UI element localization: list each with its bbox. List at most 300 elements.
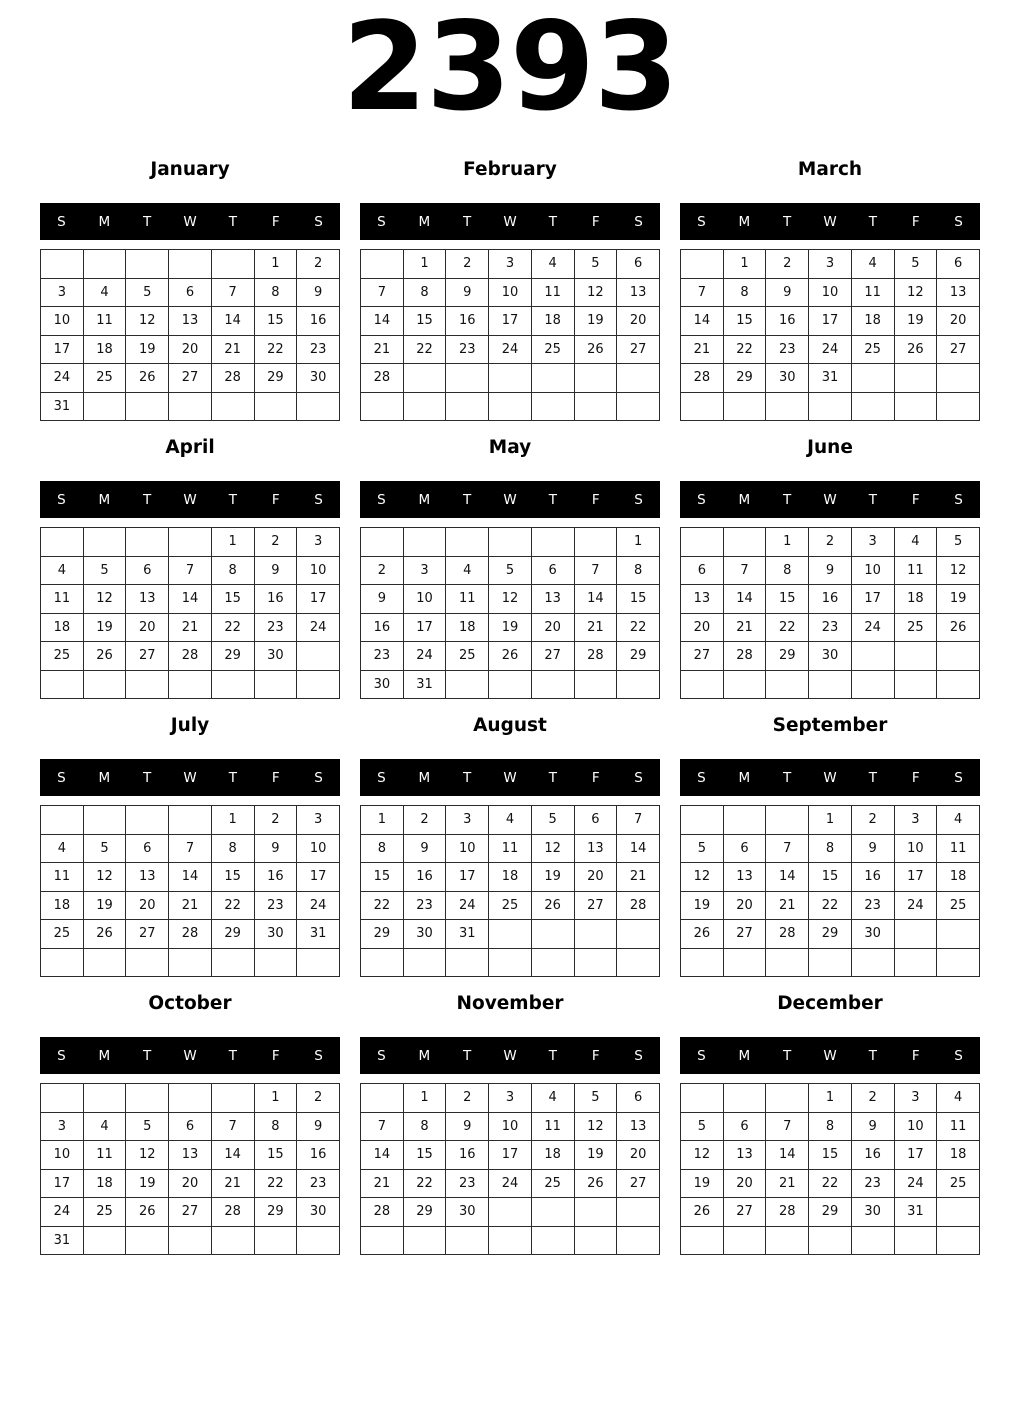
day-cell: 9 bbox=[361, 585, 404, 614]
day-cell: 27 bbox=[126, 920, 169, 949]
day-cell: 5 bbox=[531, 806, 574, 835]
day-cell: 27 bbox=[723, 920, 766, 949]
day-cell: 20 bbox=[617, 1141, 660, 1170]
day-cell: 6 bbox=[723, 1112, 766, 1141]
day-cell: 19 bbox=[681, 1169, 724, 1198]
month-block bbox=[360, 714, 660, 977]
week-row bbox=[361, 806, 660, 835]
day-cell: 9 bbox=[297, 278, 340, 307]
day-cell: 30 bbox=[254, 642, 297, 671]
day-cell: 22 bbox=[211, 891, 254, 920]
day-cell bbox=[297, 948, 340, 977]
day-cell: 4 bbox=[937, 1084, 980, 1113]
day-cell: 24 bbox=[41, 1198, 84, 1227]
day-cell: 11 bbox=[531, 278, 574, 307]
day-cell: 18 bbox=[937, 1141, 980, 1170]
day-cell: 5 bbox=[574, 250, 617, 279]
month-title: March bbox=[797, 159, 863, 180]
day-cell: 3 bbox=[894, 806, 937, 835]
day-cell: 23 bbox=[766, 335, 809, 364]
week-row bbox=[41, 863, 340, 892]
weekday-label: W bbox=[183, 491, 197, 508]
day-cell: 21 bbox=[723, 613, 766, 642]
day-cell: 7 bbox=[211, 278, 254, 307]
week-row bbox=[681, 585, 980, 614]
week-row bbox=[41, 1226, 340, 1255]
day-cell bbox=[617, 1198, 660, 1227]
day-cell bbox=[83, 948, 126, 977]
week-row bbox=[361, 613, 660, 642]
weekday-header bbox=[40, 203, 340, 240]
day-cell: 24 bbox=[894, 1169, 937, 1198]
day-cell: 18 bbox=[41, 613, 84, 642]
day-cell bbox=[617, 948, 660, 977]
day-cell: 15 bbox=[766, 585, 809, 614]
weekday-label: T bbox=[868, 769, 877, 786]
month-title: October bbox=[148, 993, 232, 1014]
day-cell: 11 bbox=[446, 585, 489, 614]
week-row bbox=[361, 1112, 660, 1141]
day-cell bbox=[403, 1226, 446, 1255]
day-cell bbox=[851, 670, 894, 699]
day-cell: 15 bbox=[254, 1141, 297, 1170]
day-cell bbox=[937, 670, 980, 699]
day-cell: 22 bbox=[254, 335, 297, 364]
weekday-label: W bbox=[183, 1047, 197, 1064]
day-cell: 21 bbox=[169, 613, 212, 642]
day-cell: 16 bbox=[403, 863, 446, 892]
day-cell: 18 bbox=[446, 613, 489, 642]
day-cell: 21 bbox=[617, 863, 660, 892]
day-cell bbox=[531, 528, 574, 557]
day-cell bbox=[297, 1226, 340, 1255]
day-cell bbox=[489, 1198, 532, 1227]
day-cell: 9 bbox=[851, 1112, 894, 1141]
day-cell: 4 bbox=[446, 556, 489, 585]
week-row bbox=[681, 642, 980, 671]
month-block bbox=[360, 158, 660, 421]
day-cell: 22 bbox=[403, 335, 446, 364]
day-cell: 30 bbox=[851, 1198, 894, 1227]
month-days-table bbox=[360, 805, 660, 977]
weekday-label: S bbox=[377, 769, 386, 786]
day-cell: 14 bbox=[766, 1141, 809, 1170]
day-cell: 12 bbox=[489, 585, 532, 614]
week-row bbox=[41, 834, 340, 863]
day-cell bbox=[489, 670, 532, 699]
day-cell bbox=[489, 392, 532, 421]
day-cell: 20 bbox=[681, 613, 724, 642]
day-cell: 15 bbox=[211, 863, 254, 892]
day-cell: 14 bbox=[211, 307, 254, 336]
day-cell: 15 bbox=[361, 863, 404, 892]
day-cell: 16 bbox=[446, 307, 489, 336]
day-cell: 19 bbox=[489, 613, 532, 642]
day-cell bbox=[531, 364, 574, 393]
day-cell: 4 bbox=[894, 528, 937, 557]
day-cell: 29 bbox=[211, 920, 254, 949]
day-cell: 10 bbox=[446, 834, 489, 863]
week-row bbox=[361, 834, 660, 863]
day-cell: 29 bbox=[723, 364, 766, 393]
week-row bbox=[41, 891, 340, 920]
day-cell bbox=[83, 250, 126, 279]
week-row bbox=[681, 392, 980, 421]
weekday-label: F bbox=[911, 213, 920, 230]
day-cell bbox=[41, 948, 84, 977]
day-cell: 8 bbox=[254, 1112, 297, 1141]
day-cell: 7 bbox=[361, 1112, 404, 1141]
weekday-label: M bbox=[418, 213, 431, 230]
week-row bbox=[41, 278, 340, 307]
week-row bbox=[41, 307, 340, 336]
day-cell: 17 bbox=[297, 863, 340, 892]
weekday-header bbox=[40, 481, 340, 518]
day-cell: 14 bbox=[766, 863, 809, 892]
month-title: June bbox=[807, 437, 853, 458]
week-row bbox=[41, 250, 340, 279]
day-cell bbox=[809, 392, 852, 421]
week-row bbox=[361, 278, 660, 307]
day-cell: 4 bbox=[83, 1112, 126, 1141]
day-cell: 12 bbox=[531, 834, 574, 863]
day-cell: 25 bbox=[83, 1198, 126, 1227]
day-cell: 10 bbox=[489, 278, 532, 307]
day-cell: 28 bbox=[617, 891, 660, 920]
day-cell: 28 bbox=[723, 642, 766, 671]
day-cell: 13 bbox=[574, 834, 617, 863]
day-cell: 26 bbox=[681, 1198, 724, 1227]
day-cell bbox=[41, 250, 84, 279]
week-row bbox=[361, 1226, 660, 1255]
month-title: July bbox=[170, 715, 210, 736]
day-cell: 8 bbox=[403, 278, 446, 307]
day-cell bbox=[723, 670, 766, 699]
day-cell bbox=[41, 806, 84, 835]
day-cell: 9 bbox=[403, 834, 446, 863]
day-cell: 26 bbox=[126, 364, 169, 393]
weekday-header bbox=[680, 1037, 980, 1074]
day-cell: 13 bbox=[126, 585, 169, 614]
week-row bbox=[681, 1226, 980, 1255]
day-cell: 3 bbox=[403, 556, 446, 585]
week-row bbox=[41, 392, 340, 421]
day-cell bbox=[361, 392, 404, 421]
day-cell: 28 bbox=[361, 1198, 404, 1227]
day-cell: 13 bbox=[681, 585, 724, 614]
weekday-label: M bbox=[738, 491, 751, 508]
day-cell: 8 bbox=[809, 1112, 852, 1141]
day-cell: 24 bbox=[489, 1169, 532, 1198]
day-cell: 31 bbox=[809, 364, 852, 393]
day-cell: 3 bbox=[41, 1112, 84, 1141]
weekday-label: T bbox=[868, 213, 877, 230]
day-cell: 5 bbox=[126, 1112, 169, 1141]
week-row bbox=[41, 806, 340, 835]
day-cell: 11 bbox=[41, 585, 84, 614]
weekday-label: T bbox=[463, 213, 472, 230]
day-cell: 28 bbox=[361, 364, 404, 393]
weekday-label: F bbox=[271, 1047, 280, 1064]
day-cell: 2 bbox=[403, 806, 446, 835]
day-cell: 21 bbox=[766, 1169, 809, 1198]
day-cell: 12 bbox=[83, 863, 126, 892]
day-cell bbox=[211, 250, 254, 279]
month-block bbox=[680, 158, 980, 421]
day-cell: 7 bbox=[617, 806, 660, 835]
day-cell: 2 bbox=[297, 1084, 340, 1113]
day-cell: 17 bbox=[41, 335, 84, 364]
day-cell: 23 bbox=[297, 1169, 340, 1198]
day-cell bbox=[574, 392, 617, 421]
day-cell: 26 bbox=[126, 1198, 169, 1227]
day-cell: 17 bbox=[851, 585, 894, 614]
weekday-label: M bbox=[738, 213, 751, 230]
day-cell: 10 bbox=[297, 834, 340, 863]
weekday-header bbox=[40, 759, 340, 796]
day-cell: 8 bbox=[361, 834, 404, 863]
weekday-label: S bbox=[954, 1047, 963, 1064]
day-cell bbox=[211, 1226, 254, 1255]
day-cell bbox=[894, 670, 937, 699]
day-cell: 16 bbox=[809, 585, 852, 614]
weekday-label: S bbox=[377, 1047, 386, 1064]
day-cell: 4 bbox=[41, 556, 84, 585]
day-cell: 26 bbox=[681, 920, 724, 949]
month-days-table bbox=[40, 805, 340, 977]
month-block bbox=[680, 436, 980, 699]
day-cell: 23 bbox=[446, 1169, 489, 1198]
day-cell bbox=[681, 948, 724, 977]
day-cell bbox=[766, 948, 809, 977]
day-cell bbox=[937, 920, 980, 949]
day-cell bbox=[254, 948, 297, 977]
week-row bbox=[41, 642, 340, 671]
day-cell: 9 bbox=[254, 556, 297, 585]
day-cell bbox=[574, 948, 617, 977]
day-cell: 24 bbox=[894, 891, 937, 920]
day-cell: 22 bbox=[211, 613, 254, 642]
day-cell: 24 bbox=[489, 335, 532, 364]
week-row bbox=[681, 556, 980, 585]
weekday-label: F bbox=[591, 1047, 600, 1064]
day-cell bbox=[446, 528, 489, 557]
day-cell bbox=[531, 1226, 574, 1255]
day-cell: 10 bbox=[41, 1141, 84, 1170]
day-cell: 5 bbox=[83, 556, 126, 585]
day-cell: 15 bbox=[809, 1141, 852, 1170]
week-row bbox=[681, 834, 980, 863]
weekday-label: W bbox=[503, 769, 517, 786]
weekday-label: F bbox=[591, 769, 600, 786]
day-cell: 24 bbox=[297, 613, 340, 642]
day-cell: 19 bbox=[126, 335, 169, 364]
week-row bbox=[361, 1169, 660, 1198]
day-cell: 16 bbox=[446, 1141, 489, 1170]
day-cell: 13 bbox=[169, 1141, 212, 1170]
weekday-label: S bbox=[634, 491, 643, 508]
day-cell: 19 bbox=[531, 863, 574, 892]
day-cell: 12 bbox=[681, 1141, 724, 1170]
day-cell bbox=[617, 920, 660, 949]
weekday-label: T bbox=[228, 769, 237, 786]
day-cell: 18 bbox=[851, 307, 894, 336]
day-cell: 15 bbox=[254, 307, 297, 336]
day-cell bbox=[723, 1226, 766, 1255]
day-cell: 9 bbox=[297, 1112, 340, 1141]
week-row bbox=[361, 364, 660, 393]
day-cell: 1 bbox=[809, 1084, 852, 1113]
day-cell bbox=[937, 1198, 980, 1227]
weekday-label: W bbox=[503, 213, 517, 230]
day-cell: 24 bbox=[41, 364, 84, 393]
day-cell: 14 bbox=[361, 307, 404, 336]
day-cell: 27 bbox=[531, 642, 574, 671]
day-cell bbox=[681, 1084, 724, 1113]
week-row bbox=[361, 891, 660, 920]
day-cell: 11 bbox=[531, 1112, 574, 1141]
week-row bbox=[41, 1169, 340, 1198]
day-cell: 2 bbox=[254, 806, 297, 835]
day-cell: 18 bbox=[83, 335, 126, 364]
month-block bbox=[40, 992, 340, 1255]
month-days-table bbox=[40, 1083, 340, 1255]
day-cell: 22 bbox=[723, 335, 766, 364]
weekday-label: T bbox=[463, 769, 472, 786]
day-cell: 14 bbox=[723, 585, 766, 614]
weekday-label: S bbox=[634, 213, 643, 230]
day-cell: 4 bbox=[851, 250, 894, 279]
day-cell: 8 bbox=[723, 278, 766, 307]
day-cell: 27 bbox=[126, 642, 169, 671]
day-cell: 14 bbox=[361, 1141, 404, 1170]
day-cell: 18 bbox=[41, 891, 84, 920]
month-days-table bbox=[680, 1083, 980, 1255]
day-cell: 14 bbox=[681, 307, 724, 336]
day-cell: 5 bbox=[937, 528, 980, 557]
day-cell bbox=[297, 642, 340, 671]
day-cell: 23 bbox=[403, 891, 446, 920]
week-row bbox=[361, 307, 660, 336]
day-cell: 28 bbox=[211, 1198, 254, 1227]
week-row bbox=[681, 364, 980, 393]
day-cell: 18 bbox=[531, 1141, 574, 1170]
day-cell bbox=[617, 670, 660, 699]
day-cell: 13 bbox=[169, 307, 212, 336]
month-days-table bbox=[360, 249, 660, 421]
day-cell bbox=[851, 1226, 894, 1255]
weekday-label: T bbox=[868, 1047, 877, 1064]
day-cell: 14 bbox=[169, 863, 212, 892]
weekday-label: S bbox=[314, 491, 323, 508]
weekday-label: S bbox=[377, 213, 386, 230]
month-days-table bbox=[680, 805, 980, 977]
week-row bbox=[361, 585, 660, 614]
day-cell: 20 bbox=[126, 613, 169, 642]
day-cell: 1 bbox=[766, 528, 809, 557]
day-cell: 12 bbox=[574, 1112, 617, 1141]
day-cell: 26 bbox=[83, 920, 126, 949]
day-cell bbox=[446, 1226, 489, 1255]
weekday-label: M bbox=[738, 1047, 751, 1064]
day-cell: 13 bbox=[617, 1112, 660, 1141]
day-cell: 27 bbox=[617, 335, 660, 364]
day-cell: 17 bbox=[489, 307, 532, 336]
day-cell: 3 bbox=[851, 528, 894, 557]
day-cell: 8 bbox=[617, 556, 660, 585]
month-title: February bbox=[463, 159, 557, 180]
week-row bbox=[41, 920, 340, 949]
day-cell bbox=[297, 392, 340, 421]
day-cell bbox=[126, 948, 169, 977]
week-row bbox=[41, 1141, 340, 1170]
weekday-label: S bbox=[57, 213, 66, 230]
day-cell bbox=[681, 392, 724, 421]
day-cell: 29 bbox=[403, 1198, 446, 1227]
week-row bbox=[41, 364, 340, 393]
day-cell: 2 bbox=[766, 250, 809, 279]
day-cell: 9 bbox=[254, 834, 297, 863]
day-cell: 17 bbox=[894, 863, 937, 892]
day-cell: 30 bbox=[361, 670, 404, 699]
day-cell: 1 bbox=[403, 1084, 446, 1113]
day-cell: 12 bbox=[83, 585, 126, 614]
day-cell bbox=[41, 1084, 84, 1113]
day-cell: 20 bbox=[126, 891, 169, 920]
day-cell bbox=[809, 670, 852, 699]
day-cell: 29 bbox=[361, 920, 404, 949]
weekday-label: F bbox=[591, 213, 600, 230]
day-cell: 23 bbox=[254, 891, 297, 920]
day-cell bbox=[254, 1226, 297, 1255]
day-cell: 22 bbox=[403, 1169, 446, 1198]
day-cell: 25 bbox=[41, 920, 84, 949]
day-cell: 21 bbox=[211, 335, 254, 364]
day-cell bbox=[211, 1084, 254, 1113]
day-cell: 15 bbox=[403, 1141, 446, 1170]
day-cell: 13 bbox=[723, 863, 766, 892]
day-cell: 16 bbox=[766, 307, 809, 336]
day-cell: 19 bbox=[574, 307, 617, 336]
week-row bbox=[41, 1112, 340, 1141]
day-cell: 20 bbox=[574, 863, 617, 892]
day-cell: 28 bbox=[211, 364, 254, 393]
week-row bbox=[681, 528, 980, 557]
week-row bbox=[361, 642, 660, 671]
day-cell: 19 bbox=[83, 613, 126, 642]
day-cell bbox=[403, 364, 446, 393]
day-cell: 6 bbox=[126, 556, 169, 585]
day-cell: 24 bbox=[446, 891, 489, 920]
day-cell bbox=[937, 1226, 980, 1255]
day-cell: 28 bbox=[766, 1198, 809, 1227]
day-cell: 19 bbox=[83, 891, 126, 920]
day-cell bbox=[489, 920, 532, 949]
week-row bbox=[361, 528, 660, 557]
weekday-label: F bbox=[271, 491, 280, 508]
day-cell: 7 bbox=[723, 556, 766, 585]
day-cell: 20 bbox=[617, 307, 660, 336]
weekday-label: W bbox=[823, 491, 837, 508]
day-cell: 16 bbox=[851, 1141, 894, 1170]
day-cell: 30 bbox=[766, 364, 809, 393]
day-cell bbox=[723, 948, 766, 977]
day-cell bbox=[211, 948, 254, 977]
day-cell: 31 bbox=[894, 1198, 937, 1227]
day-cell: 25 bbox=[83, 364, 126, 393]
day-cell bbox=[254, 670, 297, 699]
week-row bbox=[41, 528, 340, 557]
